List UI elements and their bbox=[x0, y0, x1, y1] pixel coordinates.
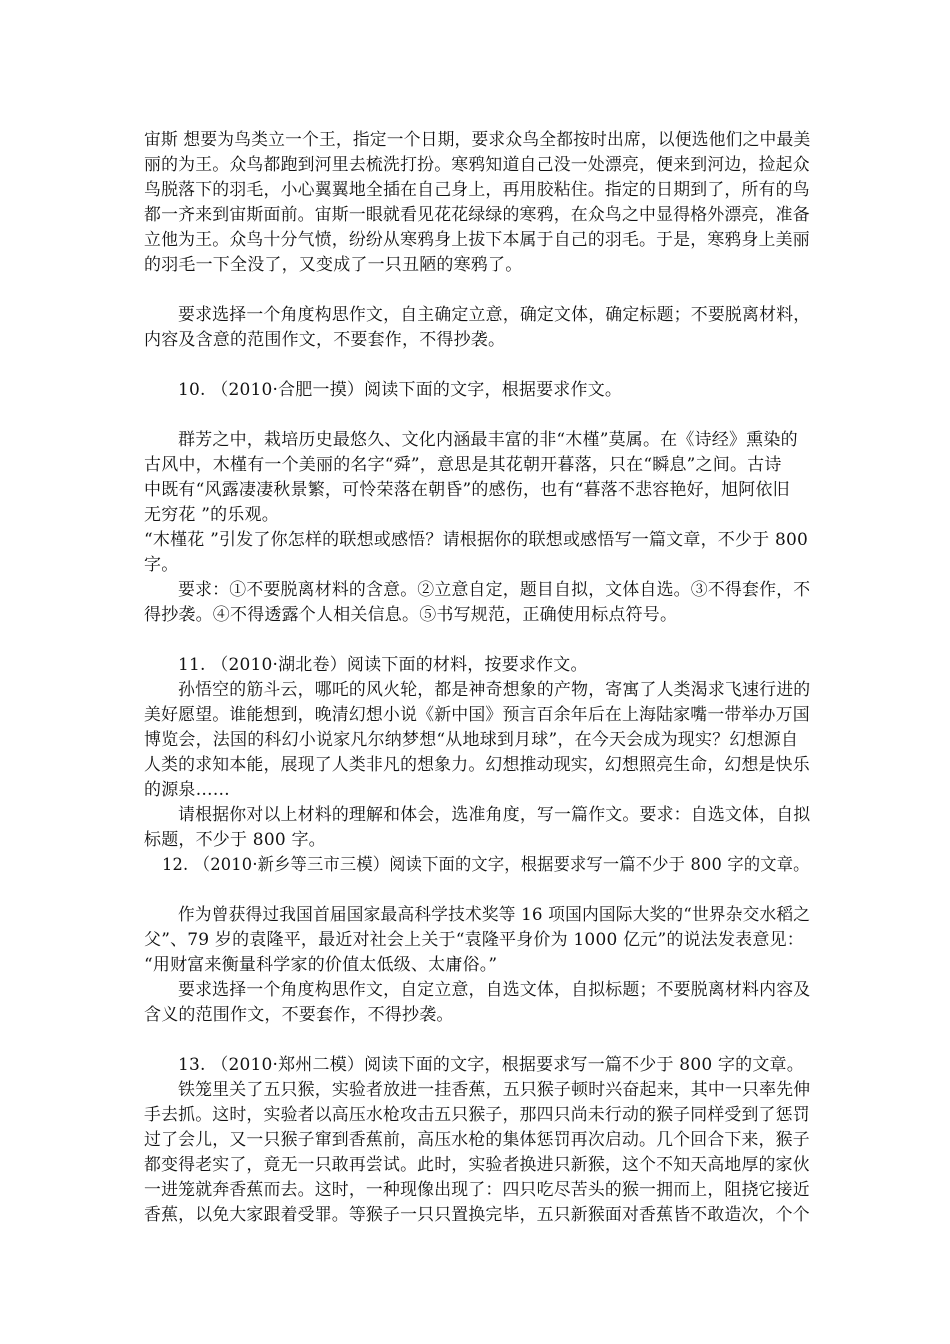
text-line: 宙斯 想要为鸟类立一个王，指定一个日期，要求众鸟全都按时出席，以便选他们之中最美 bbox=[144, 130, 811, 150]
text-line: 博览会，法国的科幻小说家凡尔纳梦想“从地球到月球”，在今天会成为现实？幻想源自 bbox=[144, 730, 799, 750]
text-line: 一进笼就奔香蕉而去。这时，一种现像出现了：四只吃尽苦头的猴一拥而上，阻挠它接近 bbox=[144, 1180, 810, 1200]
text-line: 得抄袭。④不得透露个人相关信息。⑤书写规范，正确使用标点符号。 bbox=[144, 605, 678, 625]
text-line: 香蕉，以免大家跟着受罪。等猴子一只只置换完毕，五只新猴面对香蕉皆不敢造次，个个 bbox=[144, 1205, 810, 1225]
text-line: 请根据你对以上材料的理解和体会，选准角度，写一篇作文。要求：自选文体，自拟 bbox=[178, 805, 811, 825]
text-line: “木槿花 ”引发了你怎样的联想或感悟？请根据你的联想或感悟写一篇文章，不少于 800 bbox=[144, 530, 809, 550]
question-heading: 12. （2010·新乡等三市三模）阅读下面的文字，根据要求写一篇不少于 800 字的文章。 bbox=[162, 855, 810, 875]
text-line: 人类的求知本能，展现了人类非凡的想象力。幻想推动现实，幻想照亮生命，幻想是快乐 bbox=[144, 755, 810, 775]
text-line: 含义的范围作文，不要套作，不得抄袭。 bbox=[144, 1005, 454, 1025]
text-line: 内容及含意的范围作文，不要套作，不得抄袭。 bbox=[144, 330, 506, 350]
question-heading: 13. （2010·郑州二模）阅读下面的文字，根据要求写一篇不少于 800 字的文章。 bbox=[178, 1055, 804, 1075]
text-line: 的羽毛一下全没了，又变成了一只丑陋的寒鸦了。 bbox=[144, 255, 523, 275]
text-line: 要求选择一个角度构思作文，自定立意，自选文体，自拟标题；不要脱离材料内容及 bbox=[178, 980, 811, 1000]
text-line: 要求选择一个角度构思作文，自主确定立意，确定文体，确定标题；不要脱离材料， bbox=[178, 305, 811, 325]
text-line: 父”、79 岁的袁隆平，最近对社会上关于“袁隆平身价为 1000 亿元”的说法发表意见： bbox=[144, 930, 804, 950]
text-line: 美好愿望。谁能想到，晚清幻想小说《新中国》预言百余年后在上海陆家嘴一带举办万国 bbox=[144, 705, 810, 725]
text-line: 中既有“风露凄凄秋景繁，可怜荣落在朝昏”的感伤，也有“暮落不悲容艳好，旭阿依旧 bbox=[144, 480, 790, 500]
text-line: 要求：①不要脱离材料的含意。②立意自定，题目自拟，文体自选。③不得套作，不 bbox=[178, 580, 811, 600]
text-line: “用财富来衡量科学家的价值太低级、太庸俗。” bbox=[144, 955, 498, 975]
text-line: 无穷花 ”的乐观。 bbox=[144, 505, 279, 525]
text-line: 古风中，木槿有一个美丽的名字“舜”，意思是其花朝开暮落，只在“瞬息”之间。古诗 bbox=[144, 455, 782, 475]
text-line: 立他为王。众鸟十分气愤，纷纷从寒鸦身上拔下本属于自己的羽毛。于是，寒鸦身上美丽 bbox=[144, 230, 810, 250]
text-line: 丽的为王。众鸟都跑到河里去梳洗打扮。寒鸦知道自己没一处漂亮，便来到河边，捡起众 bbox=[144, 155, 810, 175]
text-line: 铁笼里关了五只猴，实验者放进一挂香蕉，五只猴子顿时兴奋起来，其中一只率先伸 bbox=[178, 1080, 811, 1100]
question-heading: 10. （2010·合肥一摸）阅读下面的文字，根据要求作文。 bbox=[178, 380, 623, 400]
question-heading: 11. （2010·湖北卷）阅读下面的材料，按要求作文。 bbox=[178, 655, 588, 675]
text-line: 鸟脱落下的羽毛，小心翼翼地全插在自己身上，再用胶粘住。指定的日期到了，所有的鸟 bbox=[144, 180, 810, 200]
text-line: 作为曾获得过我国首届国家最高科学技术奖等 16 项国内国际大奖的“世界杂交水稻之 bbox=[178, 905, 811, 925]
text-line: 都变得老实了，竟无一只敢再尝试。此时，实验者换进只新猴，这个不知天高地厚的家伙 bbox=[144, 1155, 810, 1175]
text-line: 的源泉…… bbox=[144, 780, 230, 800]
text-line: 标题，不少于 800 字。 bbox=[144, 830, 326, 850]
text-line: 过了会儿，又一只猴子窜到香蕉前，高压水枪的集体惩罚再次启动。几个回合下来，猴子 bbox=[144, 1130, 810, 1150]
text-line: 字。 bbox=[144, 555, 179, 575]
text-line: 孙悟空的筋斗云，哪吒的风火轮，都是神奇想象的产物，寄寓了人类渴求飞速行进的 bbox=[178, 680, 811, 700]
text-line: 群芳之中，栽培历史最悠久、文化内涵最丰富的非“木槿”莫属。在《诗经》熏染的 bbox=[178, 430, 798, 450]
text-line: 都一齐来到宙斯面前。宙斯一眼就看见花花绿绿的寒鸦，在众鸟之中显得格外漂亮，准备 bbox=[144, 205, 810, 225]
text-line: 手去抓。这时，实验者以高压水枪攻击五只猴子，那四只尚未行动的猴子同样受到了惩罚 bbox=[144, 1105, 810, 1125]
